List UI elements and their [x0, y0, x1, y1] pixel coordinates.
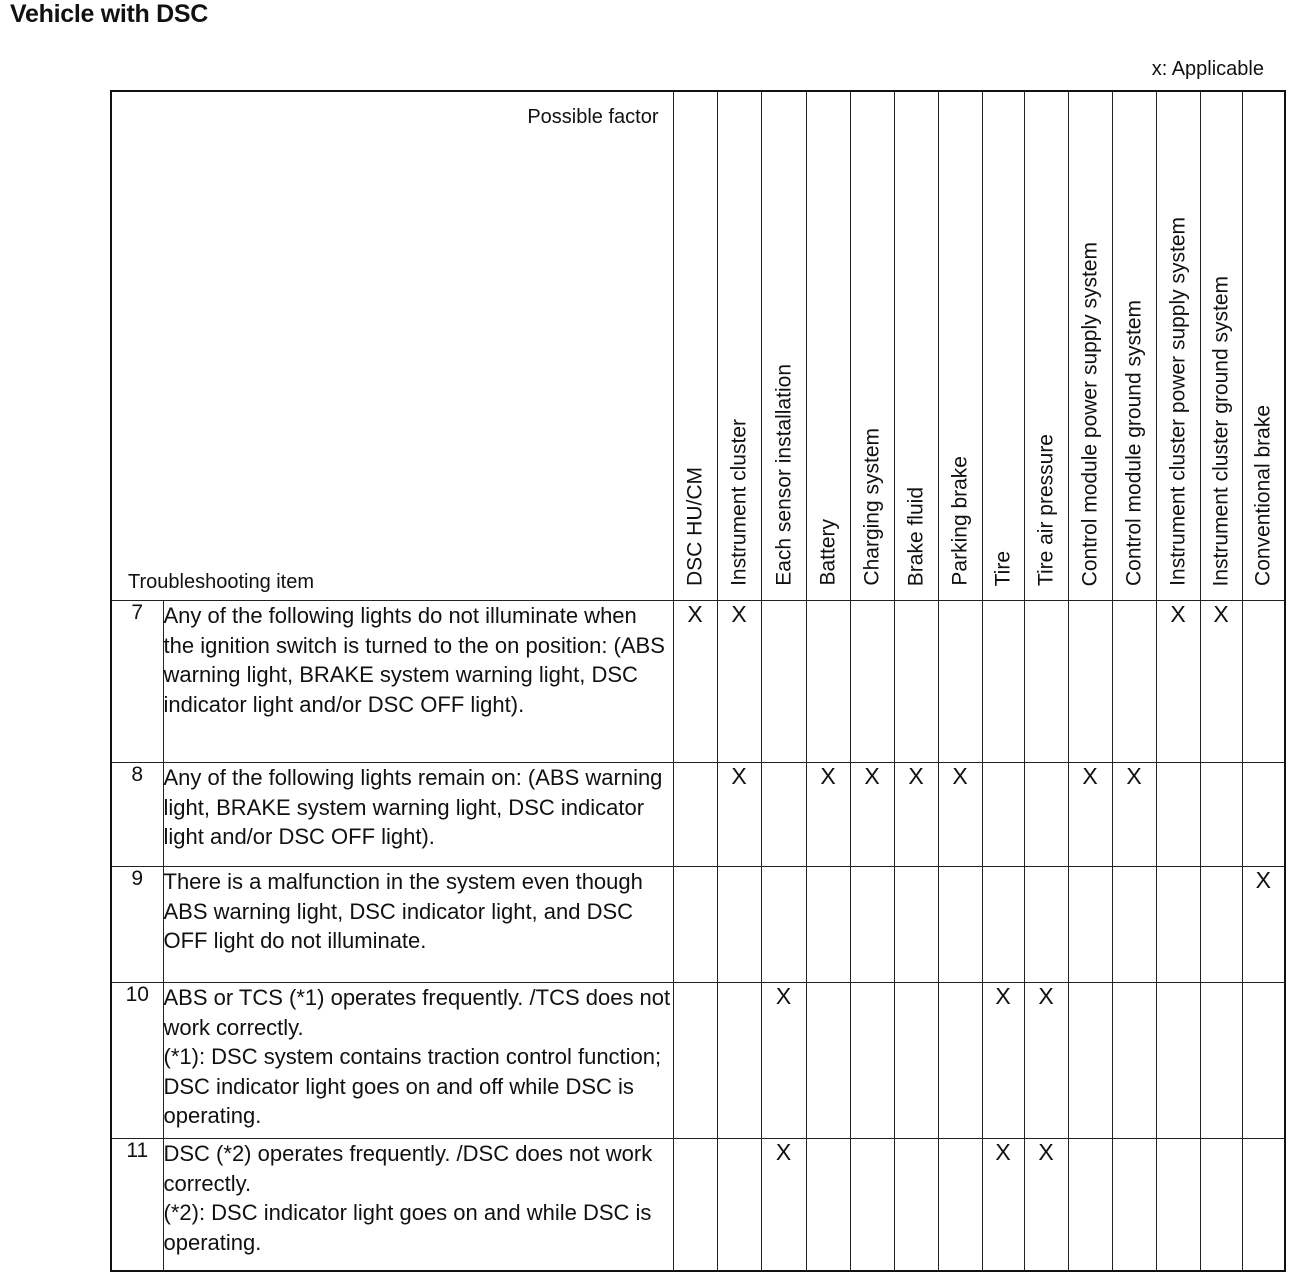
item-description: There is a malfunction in the system even though ABS warning light, DSC indicator light, and DSC OFF light do not illuminate. — [163, 867, 673, 983]
applicable-mark — [1200, 1139, 1242, 1271]
applicable-mark — [806, 1139, 850, 1271]
applicable-mark — [850, 601, 894, 763]
factor-label: Parking brake — [948, 456, 972, 586]
factor-label: Brake fluid — [904, 486, 928, 586]
factor-header — [1112, 91, 1156, 601]
applicable-mark — [673, 867, 717, 983]
applicable-mark: X — [1156, 601, 1200, 763]
factor-header — [717, 91, 761, 601]
applicable-mark — [673, 983, 717, 1139]
applicable-mark: X — [1242, 867, 1285, 983]
applicable-mark — [717, 1139, 761, 1271]
applicable-mark: X — [717, 763, 761, 867]
applicable-mark — [673, 763, 717, 867]
applicable-mark — [894, 601, 938, 763]
factor-label: Each sensor installation — [772, 364, 795, 586]
applicable-mark — [1068, 601, 1112, 763]
applicable-mark — [850, 1139, 894, 1271]
item-number: 9 — [111, 867, 163, 983]
applicable-mark — [1156, 983, 1200, 1139]
applicable-mark — [1242, 601, 1285, 763]
item-number: 11 — [111, 1139, 163, 1271]
applicable-mark — [761, 867, 806, 983]
header-row — [111, 91, 1285, 601]
applicable-mark — [1068, 983, 1112, 1139]
table-row — [111, 983, 1285, 1139]
table-row — [111, 867, 1285, 983]
item-description: Any of the following lights remain on: (ABS warning light, BRAKE system warning light, DSC indicator light and/or DSC OFF light). — [163, 763, 673, 867]
applicable-mark: X — [1112, 763, 1156, 867]
applicable-mark — [806, 867, 850, 983]
applicable-mark — [894, 867, 938, 983]
factor-label: Conventional brake — [1251, 405, 1275, 586]
applicable-mark — [1242, 1139, 1285, 1271]
troubleshooting-matrix — [110, 90, 1286, 1272]
applicable-mark: X — [982, 1139, 1024, 1271]
factor-label: Tire — [991, 550, 1015, 586]
legend-note: x: Applicable — [1151, 58, 1264, 80]
applicable-mark — [938, 983, 982, 1139]
applicable-mark — [1156, 763, 1200, 867]
corner-header — [111, 91, 673, 601]
applicable-mark: X — [1200, 601, 1242, 763]
factor-label: Control module ground system — [1122, 300, 1146, 586]
factor-label: DSC HU/CM — [683, 467, 707, 586]
applicable-mark: X — [894, 763, 938, 867]
factor-header — [1200, 91, 1242, 601]
applicable-mark — [1112, 867, 1156, 983]
applicable-mark — [761, 601, 806, 763]
applicable-mark — [806, 983, 850, 1139]
applicable-mark — [1200, 763, 1242, 867]
item-number: 7 — [111, 601, 163, 763]
applicable-mark — [717, 867, 761, 983]
applicable-mark — [1242, 763, 1285, 867]
applicable-mark — [982, 867, 1024, 983]
applicable-mark — [1112, 1139, 1156, 1271]
applicable-mark: X — [938, 763, 982, 867]
factor-header — [982, 91, 1024, 601]
item-number: 8 — [111, 763, 163, 867]
table-row — [111, 601, 1285, 763]
matrix-body — [111, 601, 1285, 1271]
applicable-mark — [850, 983, 894, 1139]
applicable-mark — [1068, 867, 1112, 983]
applicable-mark — [894, 983, 938, 1139]
factor-label: Charging system — [860, 428, 884, 586]
factor-header — [806, 91, 850, 601]
applicable-mark — [850, 867, 894, 983]
applicable-mark — [1242, 983, 1285, 1139]
applicable-mark: X — [1024, 1139, 1068, 1271]
factor-label: Instrument cluster power supply system — [1166, 217, 1190, 586]
factor-header — [1156, 91, 1200, 601]
applicable-mark — [1024, 601, 1068, 763]
applicable-mark — [1024, 867, 1068, 983]
applicable-mark: X — [1068, 763, 1112, 867]
factor-header — [938, 91, 982, 601]
applicable-mark: X — [1024, 983, 1068, 1139]
applicable-mark: X — [717, 601, 761, 763]
applicable-mark — [1112, 601, 1156, 763]
applicable-mark: X — [761, 983, 806, 1139]
troubleshooting-item-label: Troubleshooting item — [128, 571, 315, 593]
applicable-mark — [1200, 867, 1242, 983]
page-title: Vehicle with DSC — [10, 0, 209, 28]
applicable-mark — [673, 1139, 717, 1271]
possible-factor-label: Possible factor — [527, 106, 659, 128]
factor-header — [1068, 91, 1112, 601]
factor-label: Battery — [816, 519, 840, 586]
table-row — [111, 1139, 1285, 1271]
applicable-mark — [1068, 1139, 1112, 1271]
applicable-mark — [938, 867, 982, 983]
applicable-mark — [1200, 983, 1242, 1139]
factor-header — [761, 91, 806, 601]
applicable-mark — [982, 763, 1024, 867]
applicable-mark — [938, 1139, 982, 1271]
item-description: Any of the following lights do not illuminate when the ignition switch is turned to the on position: (ABS warning light, BRAKE system warning light, DSC indicator light and/or DSC OFF light). — [163, 601, 673, 763]
applicable-mark — [761, 763, 806, 867]
applicable-mark — [806, 601, 850, 763]
factor-header — [1024, 91, 1068, 601]
applicable-mark: X — [850, 763, 894, 867]
applicable-mark — [717, 983, 761, 1139]
factor-label: Instrument cluster ground system — [1209, 275, 1233, 586]
factor-header — [894, 91, 938, 601]
factor-label: Control module power supply system — [1078, 241, 1102, 586]
applicable-mark: X — [761, 1139, 806, 1271]
applicable-mark — [1112, 983, 1156, 1139]
item-number: 10 — [111, 983, 163, 1139]
applicable-mark — [1156, 1139, 1200, 1271]
table-row — [111, 763, 1285, 867]
applicable-mark — [1024, 763, 1068, 867]
applicable-mark — [894, 1139, 938, 1271]
applicable-mark — [982, 601, 1024, 763]
factor-label: Instrument cluster — [727, 419, 751, 586]
factor-label: Tire air pressure — [1034, 433, 1058, 586]
factor-header — [673, 91, 717, 601]
factor-header — [1242, 91, 1285, 601]
applicable-mark — [1156, 867, 1200, 983]
applicable-mark: X — [673, 601, 717, 763]
factor-header — [850, 91, 894, 601]
item-description: ABS or TCS (*1) operates frequently. /TCS does not work correctly. (*1): DSC system contains traction control function; DSC indicator light goes on and off while DSC is operating. — [163, 983, 673, 1139]
applicable-mark: X — [806, 763, 850, 867]
applicable-mark — [938, 601, 982, 763]
applicable-mark: X — [982, 983, 1024, 1139]
item-description: DSC (*2) operates frequently. /DSC does not work correctly. (*2): DSC indicator light goes on and while DSC is operating. — [163, 1139, 673, 1271]
